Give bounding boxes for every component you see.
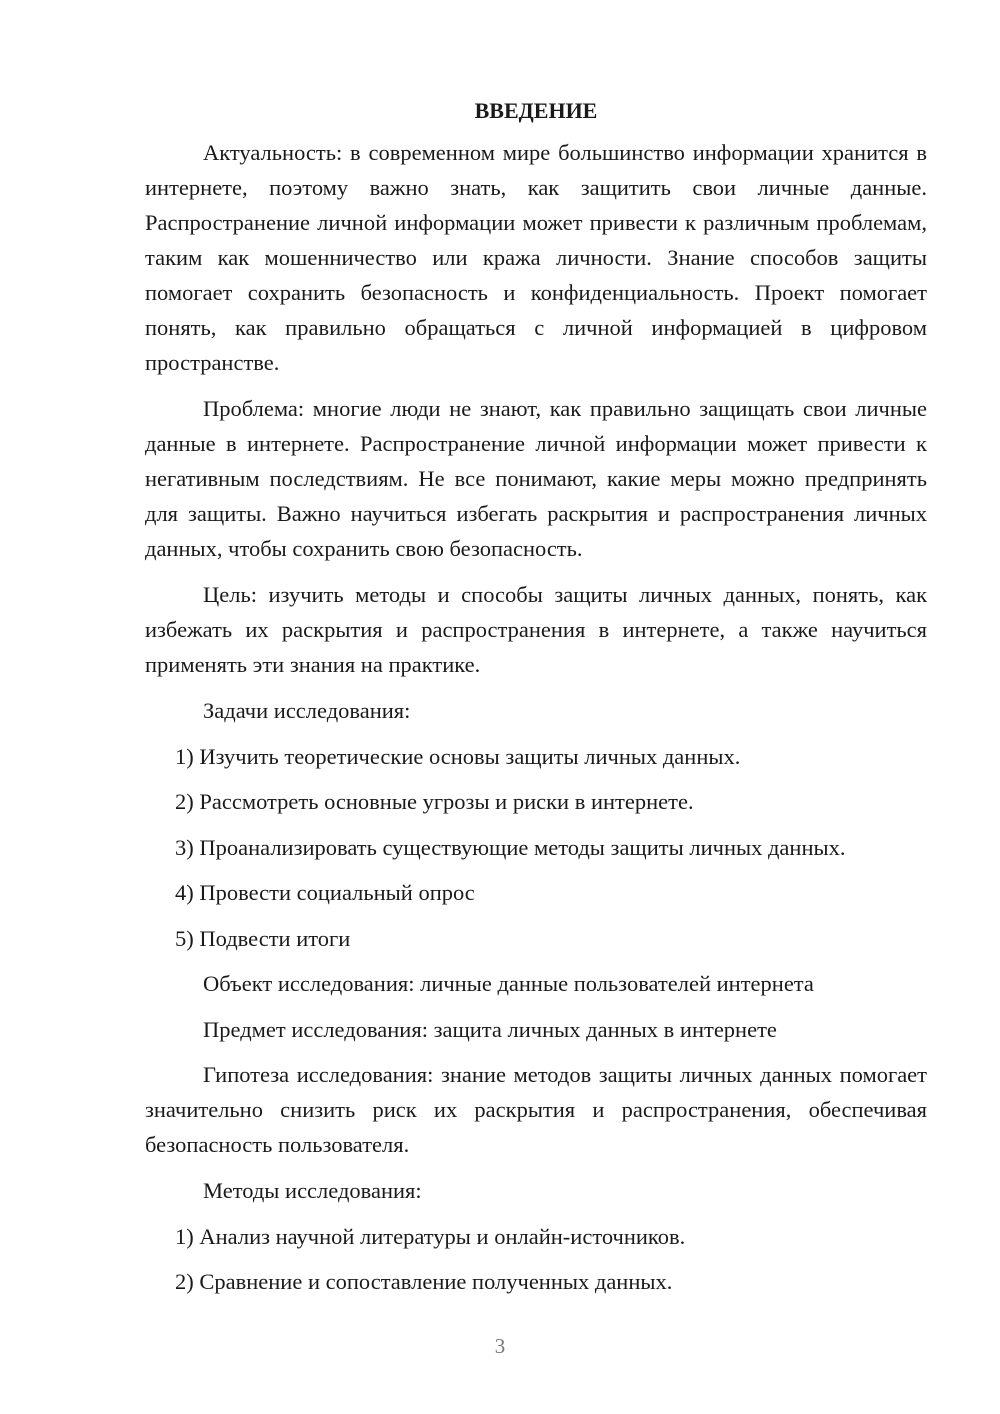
- task-item: 3) Проанализировать существующие методы защиты личных данных.: [175, 834, 846, 860]
- object-line: Объект исследования: личные данные пользователей интернета: [203, 971, 814, 996]
- goal-paragraph: Цель: изучить методы и способы защиты личных данных, понять, как избежать их раскрытия и распространения в интернете, а также научиться применять эти знания на практике.: [145, 582, 927, 677]
- method-item: 2) Сравнение и сопоставление полученных данных.: [175, 1269, 673, 1294]
- method-item: 1) Анализ научной литературы и онлайн-источников.: [175, 1223, 686, 1249]
- task-item: 4) Провести социальный опрос: [175, 880, 475, 905]
- document-page: [145, 97, 927, 1310]
- task-item: 1) Изучить теоретические основы защиты личных данных.: [175, 743, 741, 769]
- tasks-title: Задачи исследования:: [203, 698, 411, 723]
- hypothesis-paragraph: Гипотеза исследования: знание методов защиты личных данных помогает значительно снизить риск их раскрытия и распространения, обеспечивая безопасность пользователя.: [145, 1062, 927, 1157]
- section-heading: ВВЕДЕНИЕ: [474, 98, 598, 123]
- methods-title: Методы исследования:: [203, 1178, 422, 1203]
- subject-line: Предмет исследования: защита личных данных в интернете: [203, 1016, 777, 1042]
- page-number: 3: [494, 1334, 506, 1358]
- relevance-paragraph: Актуальность: в современном мире большинство информации хранится в интернете, поэтому важно знать, как защитить свои личные данные. Распространение личной информации может привести к различным проблемам, таким как мошенничество или кража личности. Знание способов защиты помогает сохранить безопасность и конфиденциальность. Проект помогает понять, как правильно обращаться с личной информацией в цифровом пространстве.: [145, 140, 927, 375]
- problem-paragraph: Проблема: многие люди не знают, как правильно защищать свои личные данные в интернете. Распространение личной информации может привести к негативным последствиям. Не все понимают, какие меры можно предпринять для защиты. Важно научиться избегать раскрытия и распространения личных данных, чтобы сохранить свою безопасность.: [145, 396, 927, 561]
- task-item: 2) Рассмотреть основные угрозы и риски в интернете.: [175, 789, 694, 814]
- task-item: 5) Подвести итоги: [175, 925, 351, 951]
